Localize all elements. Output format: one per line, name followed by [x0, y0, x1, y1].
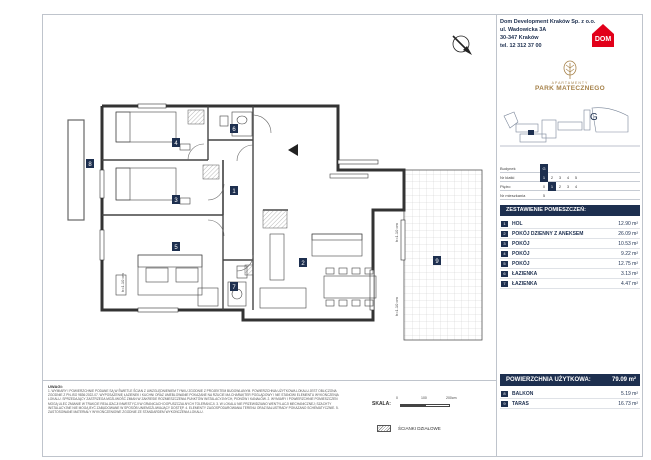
- room-badge-1: [230, 186, 238, 195]
- notes-divider: [42, 380, 497, 381]
- info-cell: G: [540, 164, 548, 173]
- svg-text:DOM: DOM: [594, 36, 612, 43]
- room-badge-3: [172, 195, 180, 204]
- svg-text:6: 6: [232, 127, 236, 133]
- info-row: [500, 173, 640, 182]
- room-number: 6: [501, 271, 508, 277]
- balcony-area: [68, 120, 84, 220]
- company-phone: tel. 12 312 37 00: [500, 43, 542, 49]
- room-area: 4.47 m²: [621, 281, 638, 287]
- total-usable-area: [500, 374, 640, 386]
- notes-block: [48, 384, 348, 454]
- room-row: [500, 249, 640, 259]
- room-name: POKÓJ: [512, 241, 530, 247]
- scale-bar: [400, 404, 450, 407]
- room-name: POKÓJ: [512, 251, 530, 257]
- partition-wall-label: ŚCIANKI DZIAŁOWE: [398, 426, 441, 431]
- svg-text:5: 5: [174, 245, 178, 251]
- svg-text:3: 3: [174, 198, 178, 204]
- project-brand: [500, 58, 640, 98]
- room-name: ŁAZIENKA: [512, 271, 538, 277]
- room-area: 12.75 m²: [618, 261, 638, 267]
- info-row: [500, 191, 640, 200]
- room-number: 2: [501, 231, 508, 237]
- extras-list: [500, 389, 640, 409]
- tree-logo-icon: [562, 60, 578, 80]
- selected-building-marker: [528, 130, 534, 135]
- apartment-location-table: [500, 164, 640, 200]
- panel-divider: [496, 14, 497, 457]
- partition-wall-swatch: [377, 425, 391, 432]
- info-row-label: Budynek: [500, 166, 516, 171]
- info-cell: 2: [550, 175, 554, 180]
- info-row: [500, 164, 640, 173]
- room-row: [500, 279, 640, 289]
- room-name: ŁAZIENKA: [512, 281, 538, 287]
- extra-area: 5.19 m²: [621, 391, 638, 397]
- extra-number: 8: [501, 391, 508, 397]
- company-street: ul. Wadowicka 3A: [500, 27, 547, 33]
- room-badge-4: [172, 138, 180, 147]
- extra-area: 16.73 m²: [618, 401, 638, 407]
- info-cell: 1: [548, 182, 556, 191]
- scale-n0: 0: [396, 396, 398, 400]
- company-info: [500, 18, 640, 58]
- info-row-label: Nr mieszkania: [500, 193, 526, 198]
- room-row: [500, 239, 640, 249]
- info-cell: 3: [558, 175, 562, 180]
- info-row-label: Piętro: [500, 184, 511, 189]
- rooms-title: ZESTAWIENIE POMIESZCZEŃ:: [500, 205, 640, 216]
- room-number: 7: [501, 281, 508, 287]
- room-number: 1: [501, 221, 508, 227]
- info-cell: 4: [566, 175, 570, 180]
- info-row-label: Nr klatki: [500, 175, 515, 180]
- height-marker: h=1.10 cm: [120, 273, 125, 292]
- info-cell: 0: [542, 184, 546, 189]
- room-name: POKÓJ: [512, 261, 530, 267]
- notes-text: 1. WYMIARY I POWIERZCHNIE PODANE SĄ W ŚWIETLE ŚCIAN Z UWZGLĘDNIENIEM TYNKU ZGODNIE Z PROJEKTEM BUDOWLANYM. POWIERZCHNIA UŻYTKOWA LOKALU JEST OBLICZONA ZGODNIE Z PN-ISO 9836:2022-07. WYPOSAŻENIE ŁAZIENEK I KUCHNI ORAZ UMEBLOWANIE POKAZANE NA RZUCIE MA CHARAKTER POGLĄDOWY I NIE STANOWI ELEMENTU WYKOŃCZENIA LOKALU. SPRZEDAJĄCY ZASTRZEGA MOŻLIWOŚĆ ZMIAN W ZAKRESIE ROZMIESZCZENIA PUNKTÓW INSTALACYJNYCH, PIONÓW I KANAŁÓW. 2. WYMIARY I POWIERZCHNIE POMIESZCZEŃ MOGĄ ULEC ZMIANIE W TRAKCIE REALIZACJI INWESTYCJI W GRANICACH DOPUSZCZALNYCH TOLERANCJI. 3. W LOKALU NIE PRZEWIDZIANO WENTYLACJI MECHANICZNEJ; SZACHTY INSTALACYJNE NIE MOGĄ BYĆ ZABUDOWANE W SPOSÓB UNIEMOŻLIWIAJĄCY DOSTĘP. 4. ELEMENTY ZAGOSPODAROWANIA TERENU ORAZ BALUSTRADY POKAZANO SCHEMATYCZNIE. 5. ZASTOSOWANE MATERIAŁY WYKOŃCZENIOWE ZGODNIE ZE STANDARDEM WYKOŃCZENIA LOKALU.: [48, 389, 339, 415]
- scale-label: SKALA:: [372, 401, 391, 407]
- total-value: 79.09 m²: [611, 377, 636, 383]
- room-area: 9.22 m²: [621, 251, 638, 257]
- svg-text:7: 7: [232, 285, 236, 291]
- room-badge-6: [230, 124, 238, 133]
- room-row: [500, 219, 640, 229]
- room-name: POKÓJ DZIENNY Z ANEKSEM: [512, 231, 584, 237]
- extra-row: [500, 389, 640, 399]
- north-arrow-icon: [453, 36, 472, 55]
- info-cell: 1: [540, 173, 548, 182]
- svg-text:8: 8: [88, 162, 92, 168]
- installation-shaft: [263, 210, 287, 228]
- height-marker: h=1.10 cm: [394, 297, 399, 316]
- extra-row: [500, 399, 640, 409]
- notes-title: UWAGI:: [48, 384, 63, 389]
- room-area: 10.53 m²: [618, 241, 638, 247]
- room-badge-8: [86, 159, 94, 168]
- company-city: 30-347 Kraków: [500, 35, 539, 41]
- room-row: [500, 229, 640, 239]
- room-badge-9: [433, 256, 441, 265]
- installation-shaft: [245, 265, 253, 275]
- floor-plan: [48, 20, 492, 376]
- extra-name: BALKON: [512, 391, 534, 397]
- room-row: [500, 259, 640, 269]
- room-badge-5: [172, 242, 180, 251]
- info-cell: 5: [542, 193, 546, 198]
- brand-subtitle: APARTAMENTY: [551, 81, 589, 85]
- scale-legend: [352, 390, 492, 450]
- room-badge-7: [230, 282, 238, 291]
- svg-text:4: 4: [174, 141, 178, 147]
- extra-name: TARAS: [512, 401, 529, 407]
- height-marker: h=1.10 cm: [394, 223, 399, 242]
- info-cell: 2: [558, 184, 562, 189]
- company-name: Dom Development Kraków Sp. z o.o.: [500, 19, 596, 25]
- room-number: 5: [501, 261, 508, 267]
- room-badge-2: [299, 258, 307, 267]
- installation-shaft: [188, 110, 204, 124]
- room-area: 26.09 m²: [618, 231, 638, 237]
- scale-n2: 200cm: [446, 396, 457, 400]
- total-label: POWIERZCHNIA UŻYTKOWA:: [506, 377, 591, 383]
- dom-logo-icon: [588, 20, 618, 50]
- room-number: 3: [501, 241, 508, 247]
- site-keyplan: [500, 102, 640, 160]
- info-cell: 3: [566, 184, 570, 189]
- svg-text:2: 2: [301, 261, 305, 267]
- entrance-marker-icon: [288, 144, 298, 156]
- brand-name: PARK MATECZNEGO: [535, 85, 605, 92]
- svg-text:9: 9: [435, 259, 439, 265]
- room-area: 12.90 m²: [618, 221, 638, 227]
- info-cell: 4: [574, 184, 578, 189]
- scale-n1: 100: [421, 396, 427, 400]
- terrace-area: [404, 170, 482, 340]
- room-area: 3.13 m²: [621, 271, 638, 277]
- building-letter: G: [590, 112, 598, 123]
- svg-text:1: 1: [232, 189, 236, 195]
- door-swings: [188, 115, 271, 271]
- info-row: [500, 182, 640, 191]
- info-cell: 5: [574, 175, 578, 180]
- extra-number: 9: [501, 401, 508, 407]
- installation-shaft: [203, 165, 219, 179]
- room-number: 4: [501, 251, 508, 257]
- room-name: HOL: [512, 221, 523, 227]
- room-row: [500, 269, 640, 279]
- rooms-list: [500, 219, 640, 289]
